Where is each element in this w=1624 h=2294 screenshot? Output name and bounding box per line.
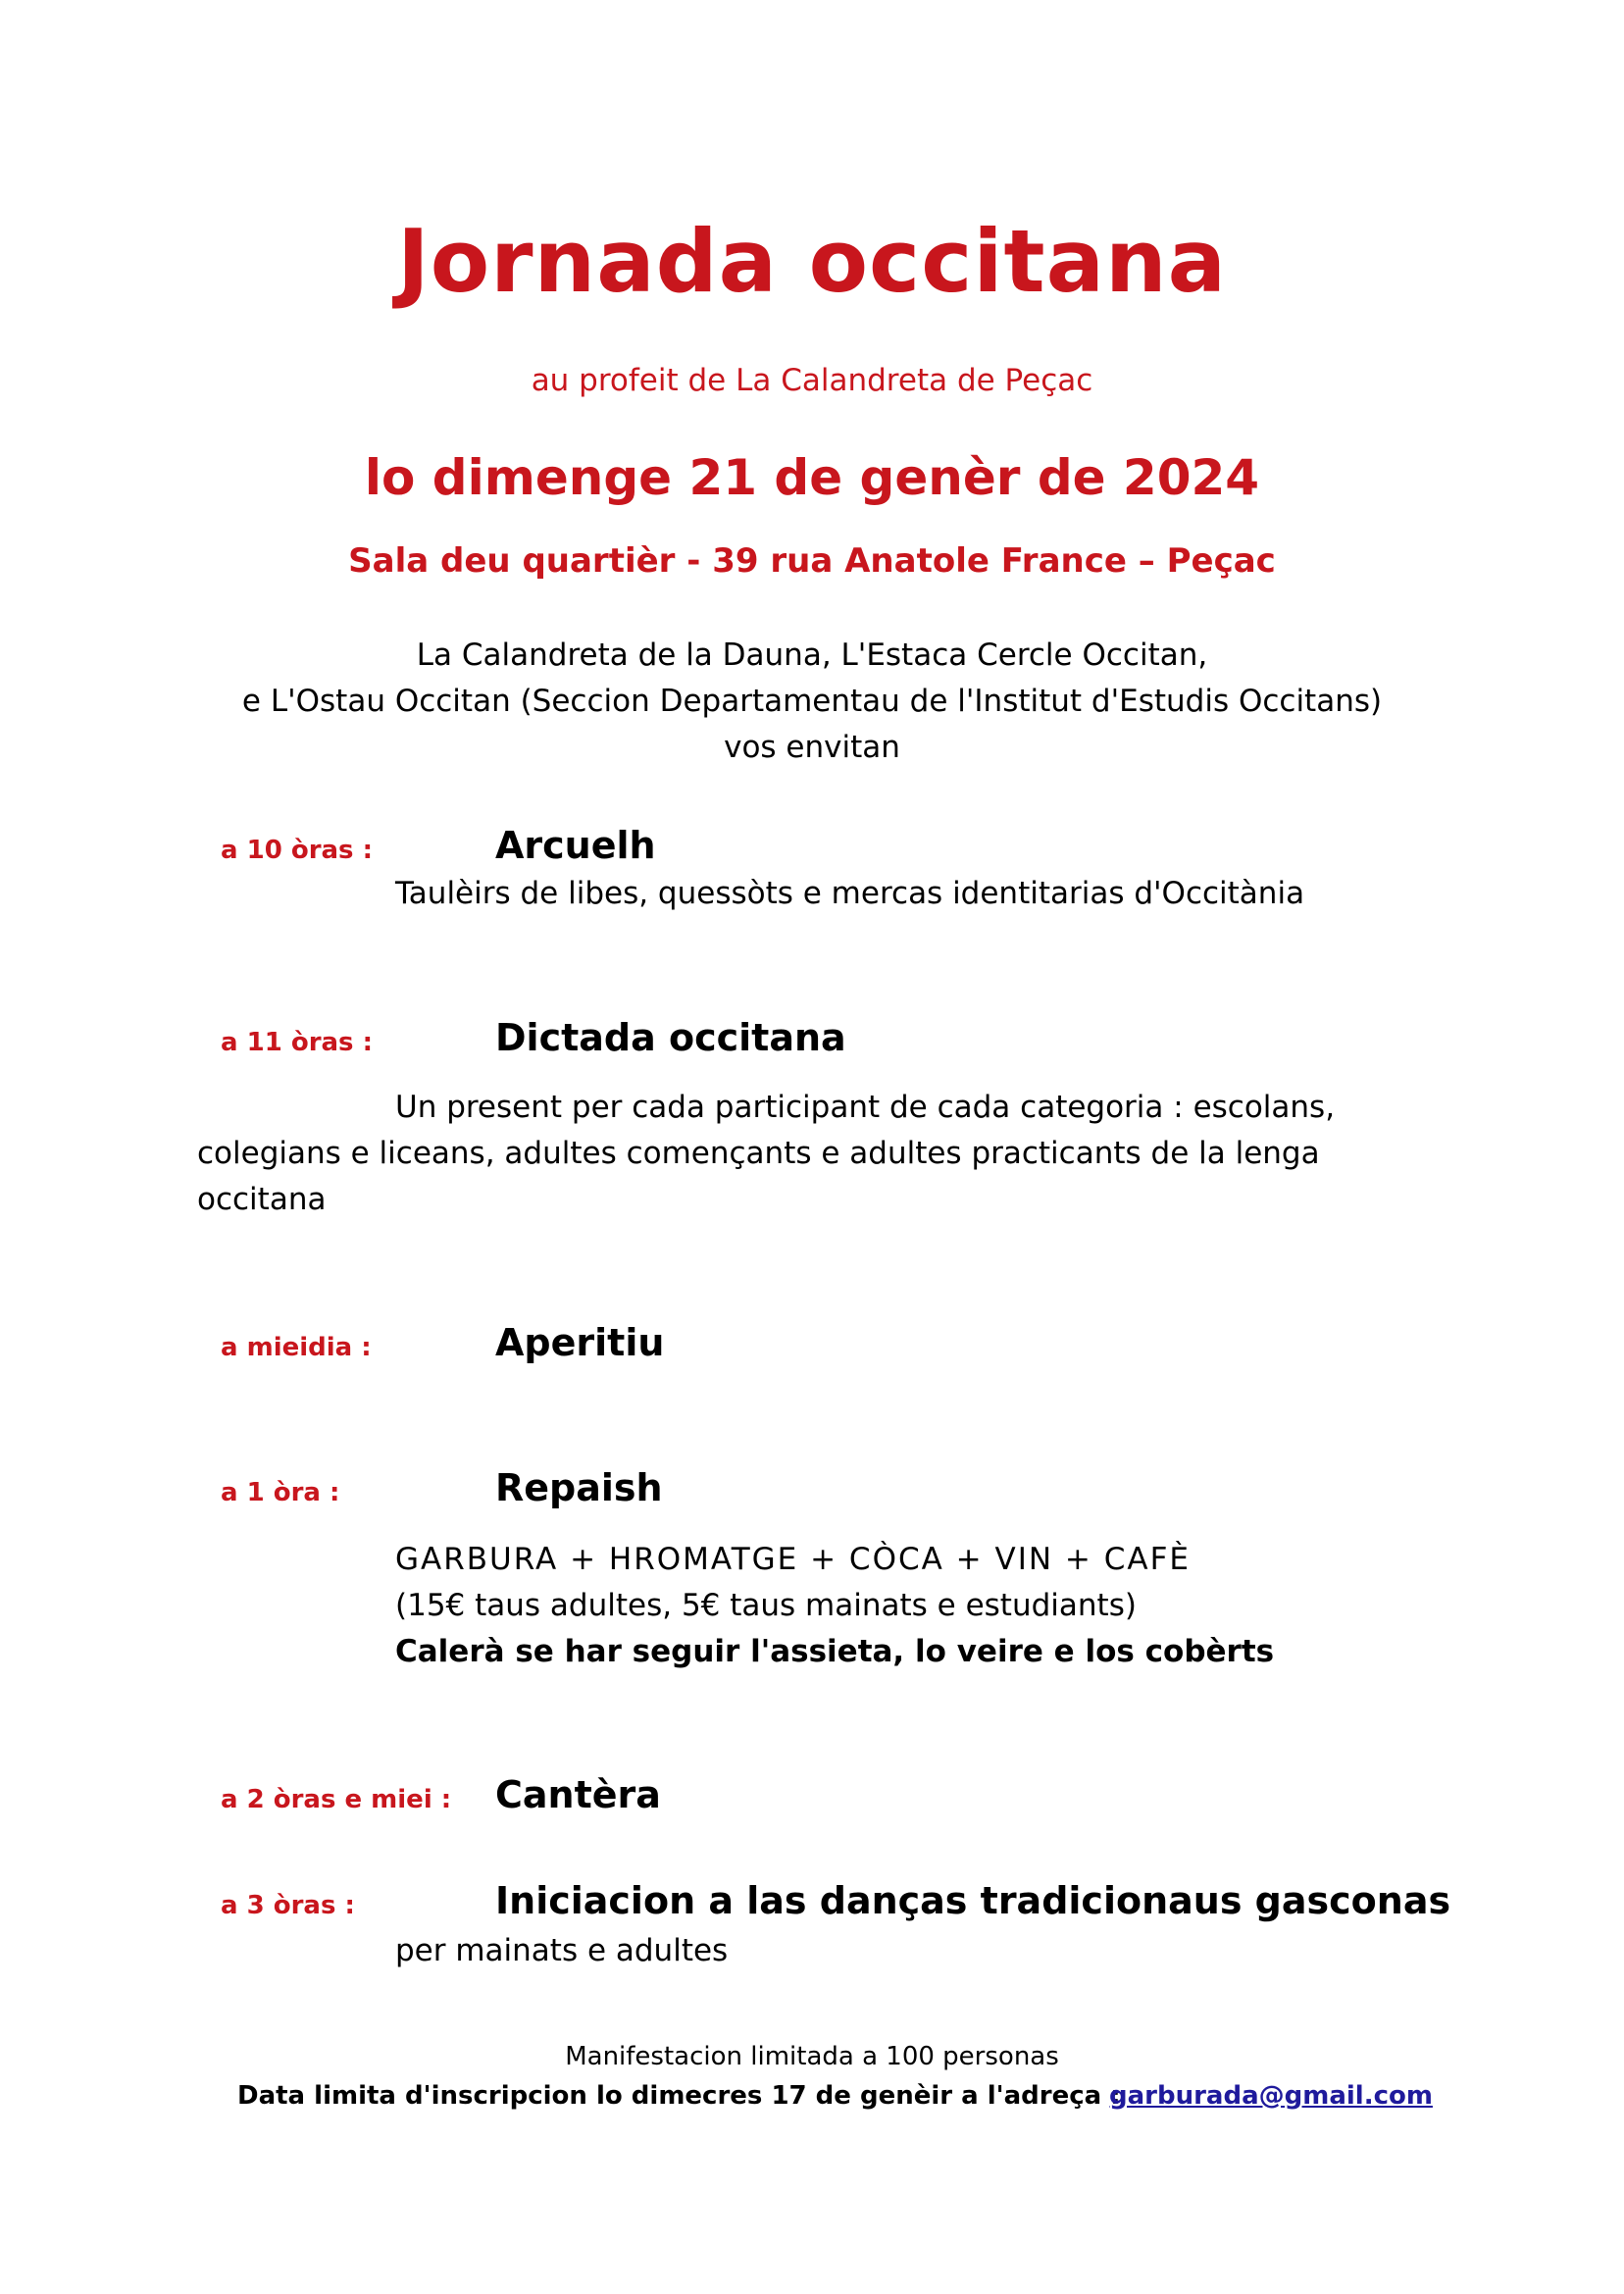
- program-title-repaish: Repaish: [495, 1466, 663, 1509]
- program-menu-repaish: GARBURA + HROMATGE + CÒCA + VIN + CAFÈ: [395, 1542, 1191, 1577]
- program-time-dancas: a 3 òras :: [221, 1891, 355, 1920]
- program-desc-dictada: Un present per cada participant de cada categoria : escolans, colegians e liceans, adultes començants e adultes practicants de la lenga occitana: [197, 1090, 1336, 1217]
- program-time-arcuelh: a 10 òras :: [221, 836, 373, 865]
- program-title-dictada: Dictada occitana: [495, 1016, 846, 1059]
- event-date: lo dimenge 21 de genèr de 2024: [364, 449, 1260, 506]
- footer-deadline: Data limita d'inscripcion lo dimecres 17 de genèir a l'adreça :: [237, 2081, 1121, 2111]
- program-title-aperitiu: Aperitiu: [495, 1321, 665, 1364]
- program-title-dancas: Iniciacion a las danças tradicionaus gasconas: [495, 1879, 1451, 1922]
- program-title-arcuelh: Arcuelh: [495, 824, 656, 867]
- program-time-cantera: a 2 òras e miei :: [221, 1785, 452, 1814]
- footer-email-link[interactable]: garburada@gmail.com: [1109, 2081, 1433, 2111]
- program-desc-dancas: per mainats e adultes: [395, 1933, 729, 1968]
- program-note-repaish: Calerà se har seguir l'assieta, lo veire e los cobèrts: [395, 1634, 1275, 1669]
- program-time-aperitiu: a mieidia :: [221, 1333, 372, 1362]
- intro-organizers-2: e L'Ostau Occitan (Seccion Departamentau de l'Institut d'Estudis Occitans): [241, 684, 1383, 719]
- intro-invite: vos envitan: [724, 730, 900, 765]
- event-venue: Sala deu quartièr - 39 rua Anatole France – Peçac: [348, 541, 1276, 581]
- program-prices-repaish: (15€ taus adultes, 5€ taus mainats e estudiants): [395, 1588, 1137, 1623]
- program-title-cantera: Cantèra: [495, 1773, 661, 1816]
- program-time-repaish: a 1 òra :: [221, 1478, 340, 1507]
- event-subtitle: au profeit de La Calandreta de Peçac: [531, 363, 1093, 398]
- event-title: Jornada occitana: [396, 211, 1228, 312]
- intro-organizers: La Calandreta de la Dauna, L'Estaca Cercle Occitan,: [416, 637, 1208, 673]
- program-time-dictada: a 11 òras :: [221, 1028, 373, 1057]
- program-desc-arcuelh: Taulèirs de libes, quessòts e mercas identitarias d'Occitània: [395, 876, 1305, 911]
- footer-limit: Manifestacion limitada a 100 personas: [565, 2042, 1059, 2071]
